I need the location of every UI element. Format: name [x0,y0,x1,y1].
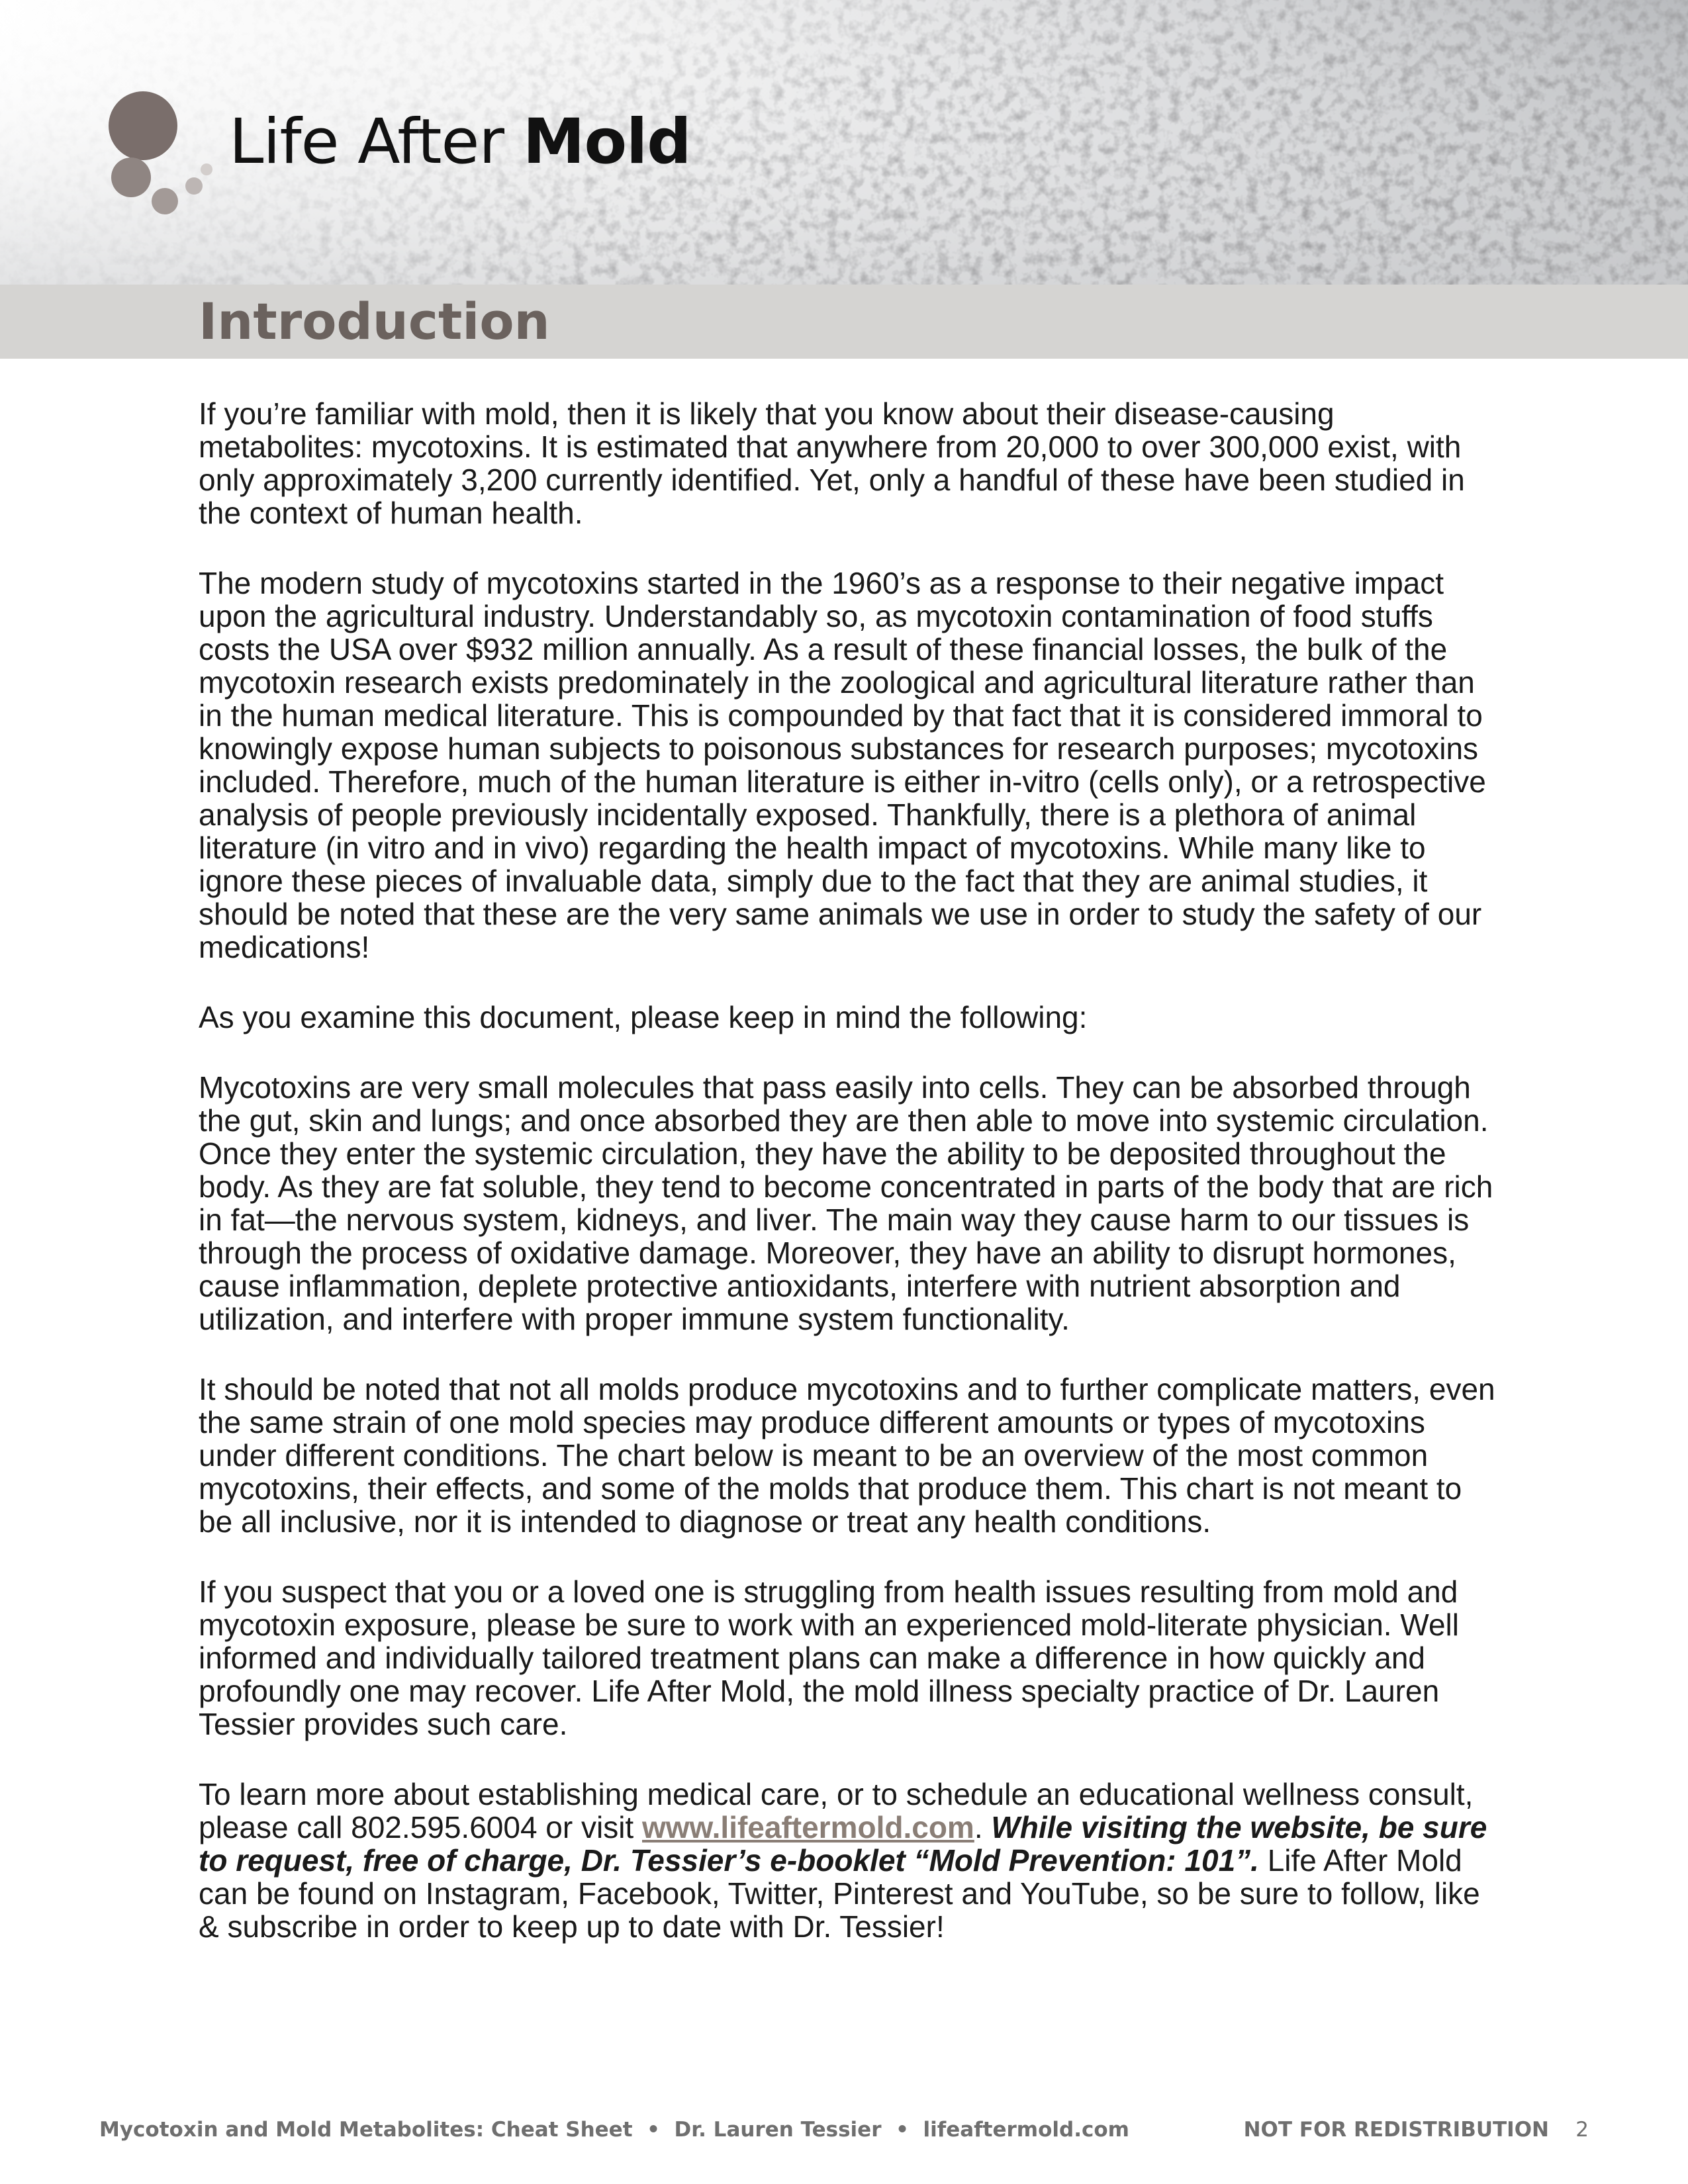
paragraph-6: If you suspect that you or a loved one is struggling from health issues resulting from mold and mycotoxin exposure, please be sure to work with an experienced mold-literate physician. Well informed and individually tailored treatment plans can make a difference in how quickly and profoundly one may recover. Life After Mold, the mold illness specialty practice of Dr. Lauren Tessier provides such care. [199,1574,1459,1741]
footer-citation: Mycotoxin and Mold Metabolites: Cheat Sheet • Dr. Lauren Tessier • lifeaftermold.com [99,2118,1129,2142]
brand-name-bold: Mold [522,106,691,178]
section-title: Introduction [199,292,550,351]
footer-notice: NOT FOR REDISTRIBUTION [1243,2118,1549,2142]
article-body [199,397,1496,1980]
paragraph-7-intro: To learn more about establishing medical care, or to schedule an educational wellness consult, please call 802.595.6004 or visit [199,1777,1474,1844]
paragraph-5: It should be noted that not all molds produce mycotoxins and to further complicate matters, even the same strain of one mold species may produce different amounts or types of mycotoxins under different conditions. The chart below is meant to be an overview of the most common mycotoxins, their effects, and some of the molds that produce them. This chart is not meant to be all inclusive, nor it is intended to diagnose or treat any health conditions. [199,1372,1495,1539]
paragraph-2: The modern study of mycotoxins started in the 1960’s as a response to their negative impact upon the agricultural industry. Understandably so, as mycotoxin contamination of food stuffs costs the USA over $932 million annually. As a result of these financial losses, the bulk of the mycotoxin research exists predominately in the zoological and agricultural literature rather than in the human medical literature. This is compounded by that fact that it is considered immoral to knowingly expose human subjects to poisonous substances for research purposes; mycotoxins included. Therefore, much of the human literature is either in-vitro (cells only), or a retrospective analysis of people previously incidentally exposed. Thankfully, there is a plethora of animal literature (in vitro and in vivo) regarding the health impact of mycotoxins. While many like to ignore these pieces of invaluable data, simply due to the fact that they are animal studies, it should be noted that these are the very same animals we use in order to study the safety of our medications! [199,566,1486,964]
paragraph-7-end: Life After Mold can be found on Instagram, Facebook, Twitter, Pinterest and YouTube, so be sure to follow, like & subscribe in order to keep up to date with Dr. Tessier! [199,1843,1480,1944]
page-number: 2 [1575,2118,1589,2142]
paragraph-1: If you’re familiar with mold, then it is likely that you know about their disease-causing metabolites: mycotoxins. It is estimated that anywhere from 20,000 to over 300,000 exist, with only approximately 3,200 currently identified. Yet, only a handful of these have been studied in the context of human health. [199,396,1465,530]
ebooklet-callout: While visiting the website, be sure to request, free of charge, Dr. Tessier’s e-booklet “Mold Prevention: 101”. [199,1810,1487,1878]
brand-logo[interactable] [106,79,702,225]
paragraph-7 [199,1778,1496,1943]
website-link[interactable]: www.lifeaftermold.com [642,1810,974,1844]
paragraph-7-punct: . [974,1810,992,1844]
brand-name-light: Life After [229,106,504,178]
paragraph-4: Mycotoxins are very small molecules that pass easily into cells. They can be absorbed through the gut, skin and lungs; and once absorbed they are then able to move into systemic circulation. Once they enter the systemic circulation, they have the ability to be deposited throughout the body. As they are fat soluble, they tend to become concentrated in parts of the body that are rich in fat—the nervous system, kidneys, and liver. The main way they cause harm to our tissues is through the process of oxidative damage. Moreover, they have an ability to disrupt hormones, cause inflammation, deplete protective antioxidants, interfere with nutrient absorption and utilization, and interfere with proper immune system functionality. [199,1070,1493,1336]
page-footer [99,2118,1589,2144]
brand-name [229,106,691,178]
bubbles-logo-icon [106,79,225,225]
paragraph-3: As you examine this document, please keep in mind the following: [199,1000,1088,1034]
